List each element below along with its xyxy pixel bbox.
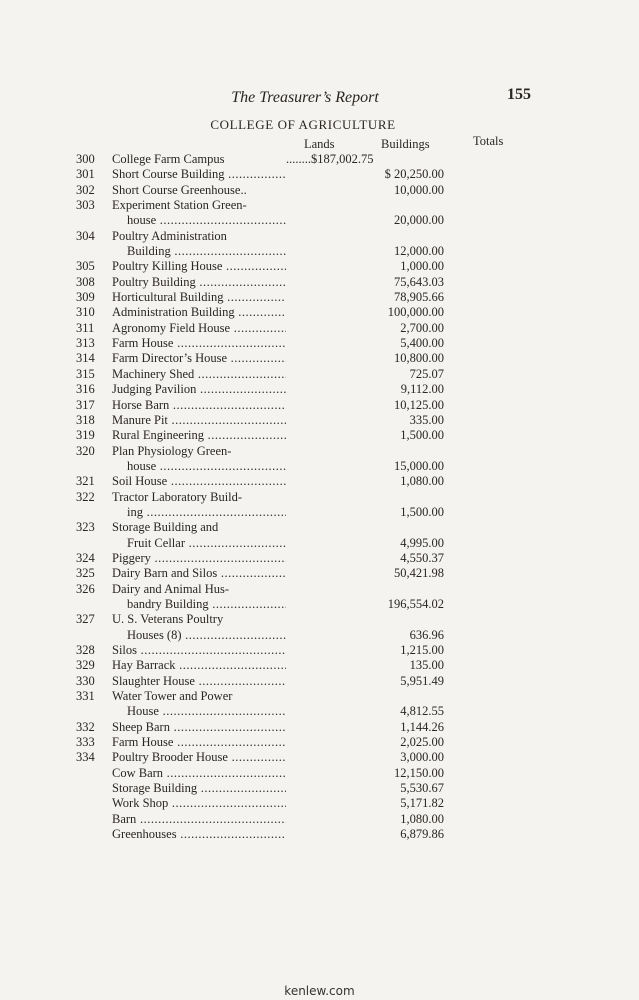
- buildings-value: 9,112.00: [400, 382, 444, 397]
- item-number: 321: [76, 474, 95, 489]
- item-name: Farm Director’s House .....: [112, 351, 286, 366]
- table-row: [72, 213, 472, 228]
- buildings-value: 12,000.00: [394, 244, 444, 259]
- item-name: Short Course Building .....: [112, 167, 286, 182]
- item-name: Judging Pavilion .....: [112, 382, 286, 397]
- item-name: Poultry Killing House .....: [112, 259, 286, 274]
- table-row: [72, 704, 472, 719]
- buildings-value: 5,951.49: [400, 673, 444, 688]
- item-number: 309: [76, 290, 95, 305]
- item-number: 304: [76, 228, 95, 243]
- item-number: 330: [76, 673, 95, 688]
- item-name: Storage Building and: [112, 520, 219, 535]
- ledger-table: [72, 152, 472, 842]
- table-row: [72, 812, 472, 827]
- table-row: [72, 674, 472, 689]
- buildings-value: 100,000.00: [387, 305, 444, 320]
- item-number: 316: [76, 382, 95, 397]
- item-number: 332: [76, 719, 95, 734]
- buildings-value: 1,080.00: [400, 474, 444, 489]
- item-number: 302: [76, 182, 95, 197]
- table-row: [72, 781, 472, 796]
- item-name: house .....: [127, 459, 286, 474]
- table-row: [72, 766, 472, 781]
- buildings-value: 50,421.98: [394, 566, 444, 581]
- table-row: [72, 398, 472, 413]
- item-number: 333: [76, 735, 95, 750]
- buildings-value: 4,550.37: [400, 550, 444, 565]
- item-name: Hay Barrack .....: [112, 658, 286, 673]
- item-name: ing .....: [127, 505, 286, 520]
- item-name: Storage Building .....: [112, 781, 286, 796]
- item-name: Cow Barn .....: [112, 766, 286, 781]
- buildings-value: 1,500.00: [400, 504, 444, 519]
- table-row: [72, 413, 472, 428]
- table-row: [72, 505, 472, 520]
- table-row: [72, 321, 472, 336]
- item-name: College Farm Campus: [112, 152, 225, 166]
- item-name: Administration Building .....: [112, 305, 286, 320]
- item-name: Poultry Brooder House .....: [112, 750, 286, 765]
- item-number: 303: [76, 198, 95, 213]
- table-row: [72, 351, 472, 366]
- table-row: [72, 444, 472, 459]
- table-row: [72, 229, 472, 244]
- buildings-value: 75,643.03: [394, 274, 444, 289]
- buildings-value: 1,144.26: [400, 719, 444, 734]
- buildings-value: 636.96: [409, 627, 444, 642]
- item-name: Greenhouses .....: [112, 827, 286, 842]
- item-name: Barn .....: [112, 812, 286, 827]
- running-title: The Treasurer’s Report: [231, 89, 379, 106]
- watermark: kenlew.com: [284, 984, 355, 998]
- table-row: [72, 275, 472, 290]
- item-name: Poultry Building .....: [112, 275, 286, 290]
- item-name: Poultry Administration: [112, 228, 227, 243]
- table-row: [72, 336, 472, 351]
- item-number: 311: [76, 320, 95, 335]
- item-name: Short Course Greenhouse..: [112, 182, 247, 197]
- item-name: Silos .....: [112, 643, 286, 658]
- item-number: 317: [76, 397, 95, 412]
- table-row: [72, 459, 472, 474]
- table-row: [72, 735, 472, 750]
- table-row: [72, 720, 472, 735]
- table-row: [72, 597, 472, 612]
- table-row: [72, 658, 472, 673]
- buildings-value: 1,500.00: [400, 428, 444, 443]
- item-name: Houses (8) .....: [127, 628, 286, 643]
- item-name: bandry Building .....: [127, 597, 286, 612]
- table-row: [72, 367, 472, 382]
- item-number: 318: [76, 412, 95, 427]
- item-number: 301: [76, 167, 95, 182]
- item-number: 328: [76, 643, 95, 657]
- table-row: [72, 183, 472, 198]
- buildings-value: 1,215.00: [400, 643, 444, 657]
- column-header-lands: Lands: [304, 137, 335, 151]
- buildings-value: 196,554.02: [387, 596, 444, 611]
- item-number: 300: [76, 152, 95, 166]
- buildings-value: 15,000.00: [394, 458, 444, 473]
- item-number: 322: [76, 489, 95, 504]
- table-row: [72, 305, 472, 320]
- buildings-value: 10,000.00: [394, 182, 444, 197]
- buildings-value: 5,530.67: [400, 781, 444, 796]
- table-row: [72, 689, 472, 704]
- table-row: [72, 474, 472, 489]
- buildings-value: 10,125.00: [394, 397, 444, 412]
- buildings-value: 1,000.00: [400, 259, 444, 274]
- table-row: [72, 796, 472, 811]
- item-name: Farm House .....: [112, 336, 286, 351]
- item-name: Manure Pit .....: [112, 413, 286, 428]
- buildings-value: 1,080.00: [400, 811, 444, 826]
- buildings-value: 5,171.82: [400, 796, 444, 811]
- item-number: 326: [76, 581, 95, 596]
- table-row: [72, 382, 472, 397]
- item-number: 320: [76, 443, 95, 458]
- item-number: 319: [76, 428, 95, 443]
- table-row: [72, 167, 472, 182]
- section-title: COLLEGE OF AGRICULTURE: [210, 117, 396, 132]
- item-name: Machinery Shed .....: [112, 367, 286, 382]
- item-number: 324: [76, 550, 95, 565]
- item-name: Rural Engineering .....: [112, 428, 286, 443]
- table-row: [72, 827, 472, 842]
- lands-value: ........$187,002.75: [286, 152, 374, 166]
- buildings-value: 2,025.00: [400, 735, 444, 750]
- table-row: [72, 566, 472, 581]
- table-row: [72, 628, 472, 643]
- item-name: Horse Barn .....: [112, 398, 286, 413]
- item-name: Slaughter House .....: [112, 674, 286, 689]
- item-number: 310: [76, 305, 95, 320]
- item-name: Farm House .....: [112, 735, 286, 750]
- item-name: Piggery .....: [112, 551, 286, 566]
- item-name: Work Shop .....: [112, 796, 286, 811]
- table-row: [72, 244, 472, 259]
- buildings-value: 335.00: [409, 412, 444, 427]
- table-row: [72, 290, 472, 305]
- table-row: [72, 490, 472, 505]
- table-row: [72, 551, 472, 566]
- item-name: Sheep Barn .....: [112, 720, 286, 735]
- item-name: Soil House .....: [112, 474, 286, 489]
- buildings-value: 12,150.00: [394, 765, 444, 780]
- buildings-value: 20,000.00: [394, 213, 444, 228]
- table-row: [72, 750, 472, 765]
- table-row: [72, 259, 472, 274]
- buildings-value: 3,000.00: [400, 750, 444, 765]
- item-name: Dairy and Animal Hus-: [112, 581, 229, 596]
- item-number: 323: [76, 520, 95, 535]
- item-number: 334: [76, 750, 95, 765]
- column-header-totals: Totals: [473, 134, 504, 148]
- buildings-value: 2,700.00: [400, 320, 444, 335]
- item-number: 325: [76, 566, 95, 581]
- table-row: [72, 198, 472, 213]
- item-name: Fruit Cellar .....: [127, 536, 286, 551]
- page-number: 155: [507, 86, 531, 103]
- item-number: 305: [76, 259, 95, 274]
- table-row: [72, 582, 472, 597]
- item-number: 314: [76, 351, 95, 366]
- item-name: Tractor Laboratory Build-: [112, 489, 243, 504]
- item-name: U. S. Veterans Poultry: [112, 612, 224, 627]
- item-name: Experiment Station Green-: [112, 198, 247, 213]
- item-name: Plan Physiology Green-: [112, 443, 232, 458]
- table-row: [72, 643, 472, 658]
- item-name: Agronomy Field House .....: [112, 321, 286, 336]
- item-name: Building .....: [127, 244, 286, 259]
- item-number: 315: [76, 366, 95, 381]
- item-name: Horticultural Building .....: [112, 290, 286, 305]
- item-name: Dairy Barn and Silos .....: [112, 566, 286, 581]
- item-number: 313: [76, 336, 95, 351]
- buildings-value: 725.07: [409, 366, 444, 381]
- item-name: house .....: [127, 213, 286, 228]
- buildings-value: 78,905.66: [394, 290, 444, 305]
- item-name: Water Tower and Power: [112, 689, 233, 704]
- table-row: [72, 428, 472, 443]
- buildings-value: 6,879.86: [400, 827, 444, 842]
- buildings-value: 10,800.00: [394, 351, 444, 366]
- table-row: [72, 152, 472, 167]
- item-name: House .....: [127, 704, 286, 719]
- table-row: [72, 536, 472, 551]
- table-row: [72, 612, 472, 627]
- table-row: [72, 520, 472, 535]
- item-number: 331: [76, 689, 95, 704]
- buildings-value: 4,812.55: [400, 704, 444, 719]
- item-number: 308: [76, 274, 95, 289]
- item-number: 327: [76, 612, 95, 627]
- column-header-buildings: Buildings: [381, 137, 430, 151]
- item-number: 329: [76, 658, 95, 673]
- buildings-value: 5,400.00: [400, 336, 444, 351]
- buildings-value: 4,995.00: [400, 535, 444, 550]
- buildings-value: 135.00: [409, 658, 444, 673]
- buildings-value: $ 20,250.00: [384, 167, 444, 182]
